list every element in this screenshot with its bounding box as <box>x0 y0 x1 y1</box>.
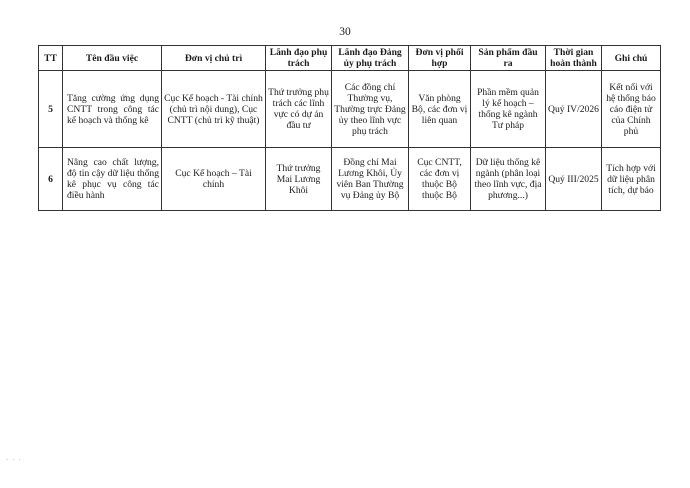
header-tt: TT <box>39 46 63 71</box>
note: Kết nối với hệ thống báo cáo điện tử của Chính phủ <box>602 71 661 148</box>
row-number: 5 <box>39 71 63 148</box>
leader: Thứ trưởng phụ trách các lĩnh vực có dự án đầu tư <box>266 71 332 148</box>
note: Tích hợp với dữ liệu phân tích, dự báo <box>602 148 661 211</box>
header-party-leader: Lãnh đạo Đảng ủy phụ trách <box>332 46 409 71</box>
lead-unit: Cục Kế hoạch - Tài chính (chủ trì nội dung), Cục CNTT (chủ trì kỹ thuật) <box>162 71 266 148</box>
coordinating-units: Văn phòng Bộ, các đơn vị liên quan <box>409 71 471 148</box>
task-name: Tăng cường ứng dụng CNTT trong công tác kế hoạch và thống kê <box>63 71 162 148</box>
table-row <box>39 148 661 211</box>
task-table <box>38 45 661 211</box>
header-leader: Lãnh đạo phụ trách <box>266 46 332 71</box>
party-leader: Các đồng chí Thường vụ, Thường trực Đảng ủy theo lĩnh vực phụ trách <box>332 71 409 148</box>
header-deadline: Thời gian hoàn thành <box>546 46 602 71</box>
lead-unit: Cục Kế hoạch – Tài chính <box>162 148 266 211</box>
leader: Thứ trưởng Mai Lương Khôi <box>266 148 332 211</box>
output-product: Dữ liệu thống kê ngành (phân loại theo lĩnh vực, địa phương...) <box>471 148 546 211</box>
header-row <box>39 46 661 71</box>
output-product: Phần mềm quản lý kế hoạch – thống kê ngành Tư pháp <box>471 71 546 148</box>
header-lead-unit: Đơn vị chủ trì <box>162 46 266 71</box>
party-leader: Đồng chí Mai Lương Khôi, Ủy viên Ban Thường vụ Đảng ủy Bộ <box>332 148 409 211</box>
coordinating-units: Cục CNTT, các đơn vị thuộc Bộ thuộc Bộ <box>409 148 471 211</box>
scan-artifact: ˙ ˙ ˙ <box>6 458 22 466</box>
deadline: Quý IV/2026 <box>546 71 602 148</box>
page-number: 30 <box>339 26 351 38</box>
task-name: Nâng cao chất lượng, độ tin cậy dữ liệu thống kê phục vụ công tác điều hành <box>63 148 162 211</box>
header-output: Sản phẩm đầu ra <box>471 46 546 71</box>
header-note: Ghi chú <box>602 46 661 71</box>
row-number: 6 <box>39 148 63 211</box>
header-task: Tên đầu việc <box>63 46 162 71</box>
table-row <box>39 71 661 148</box>
header-coordinating-units: Đơn vị phối hợp <box>409 46 471 71</box>
deadline: Quý III/2025 <box>546 148 602 211</box>
